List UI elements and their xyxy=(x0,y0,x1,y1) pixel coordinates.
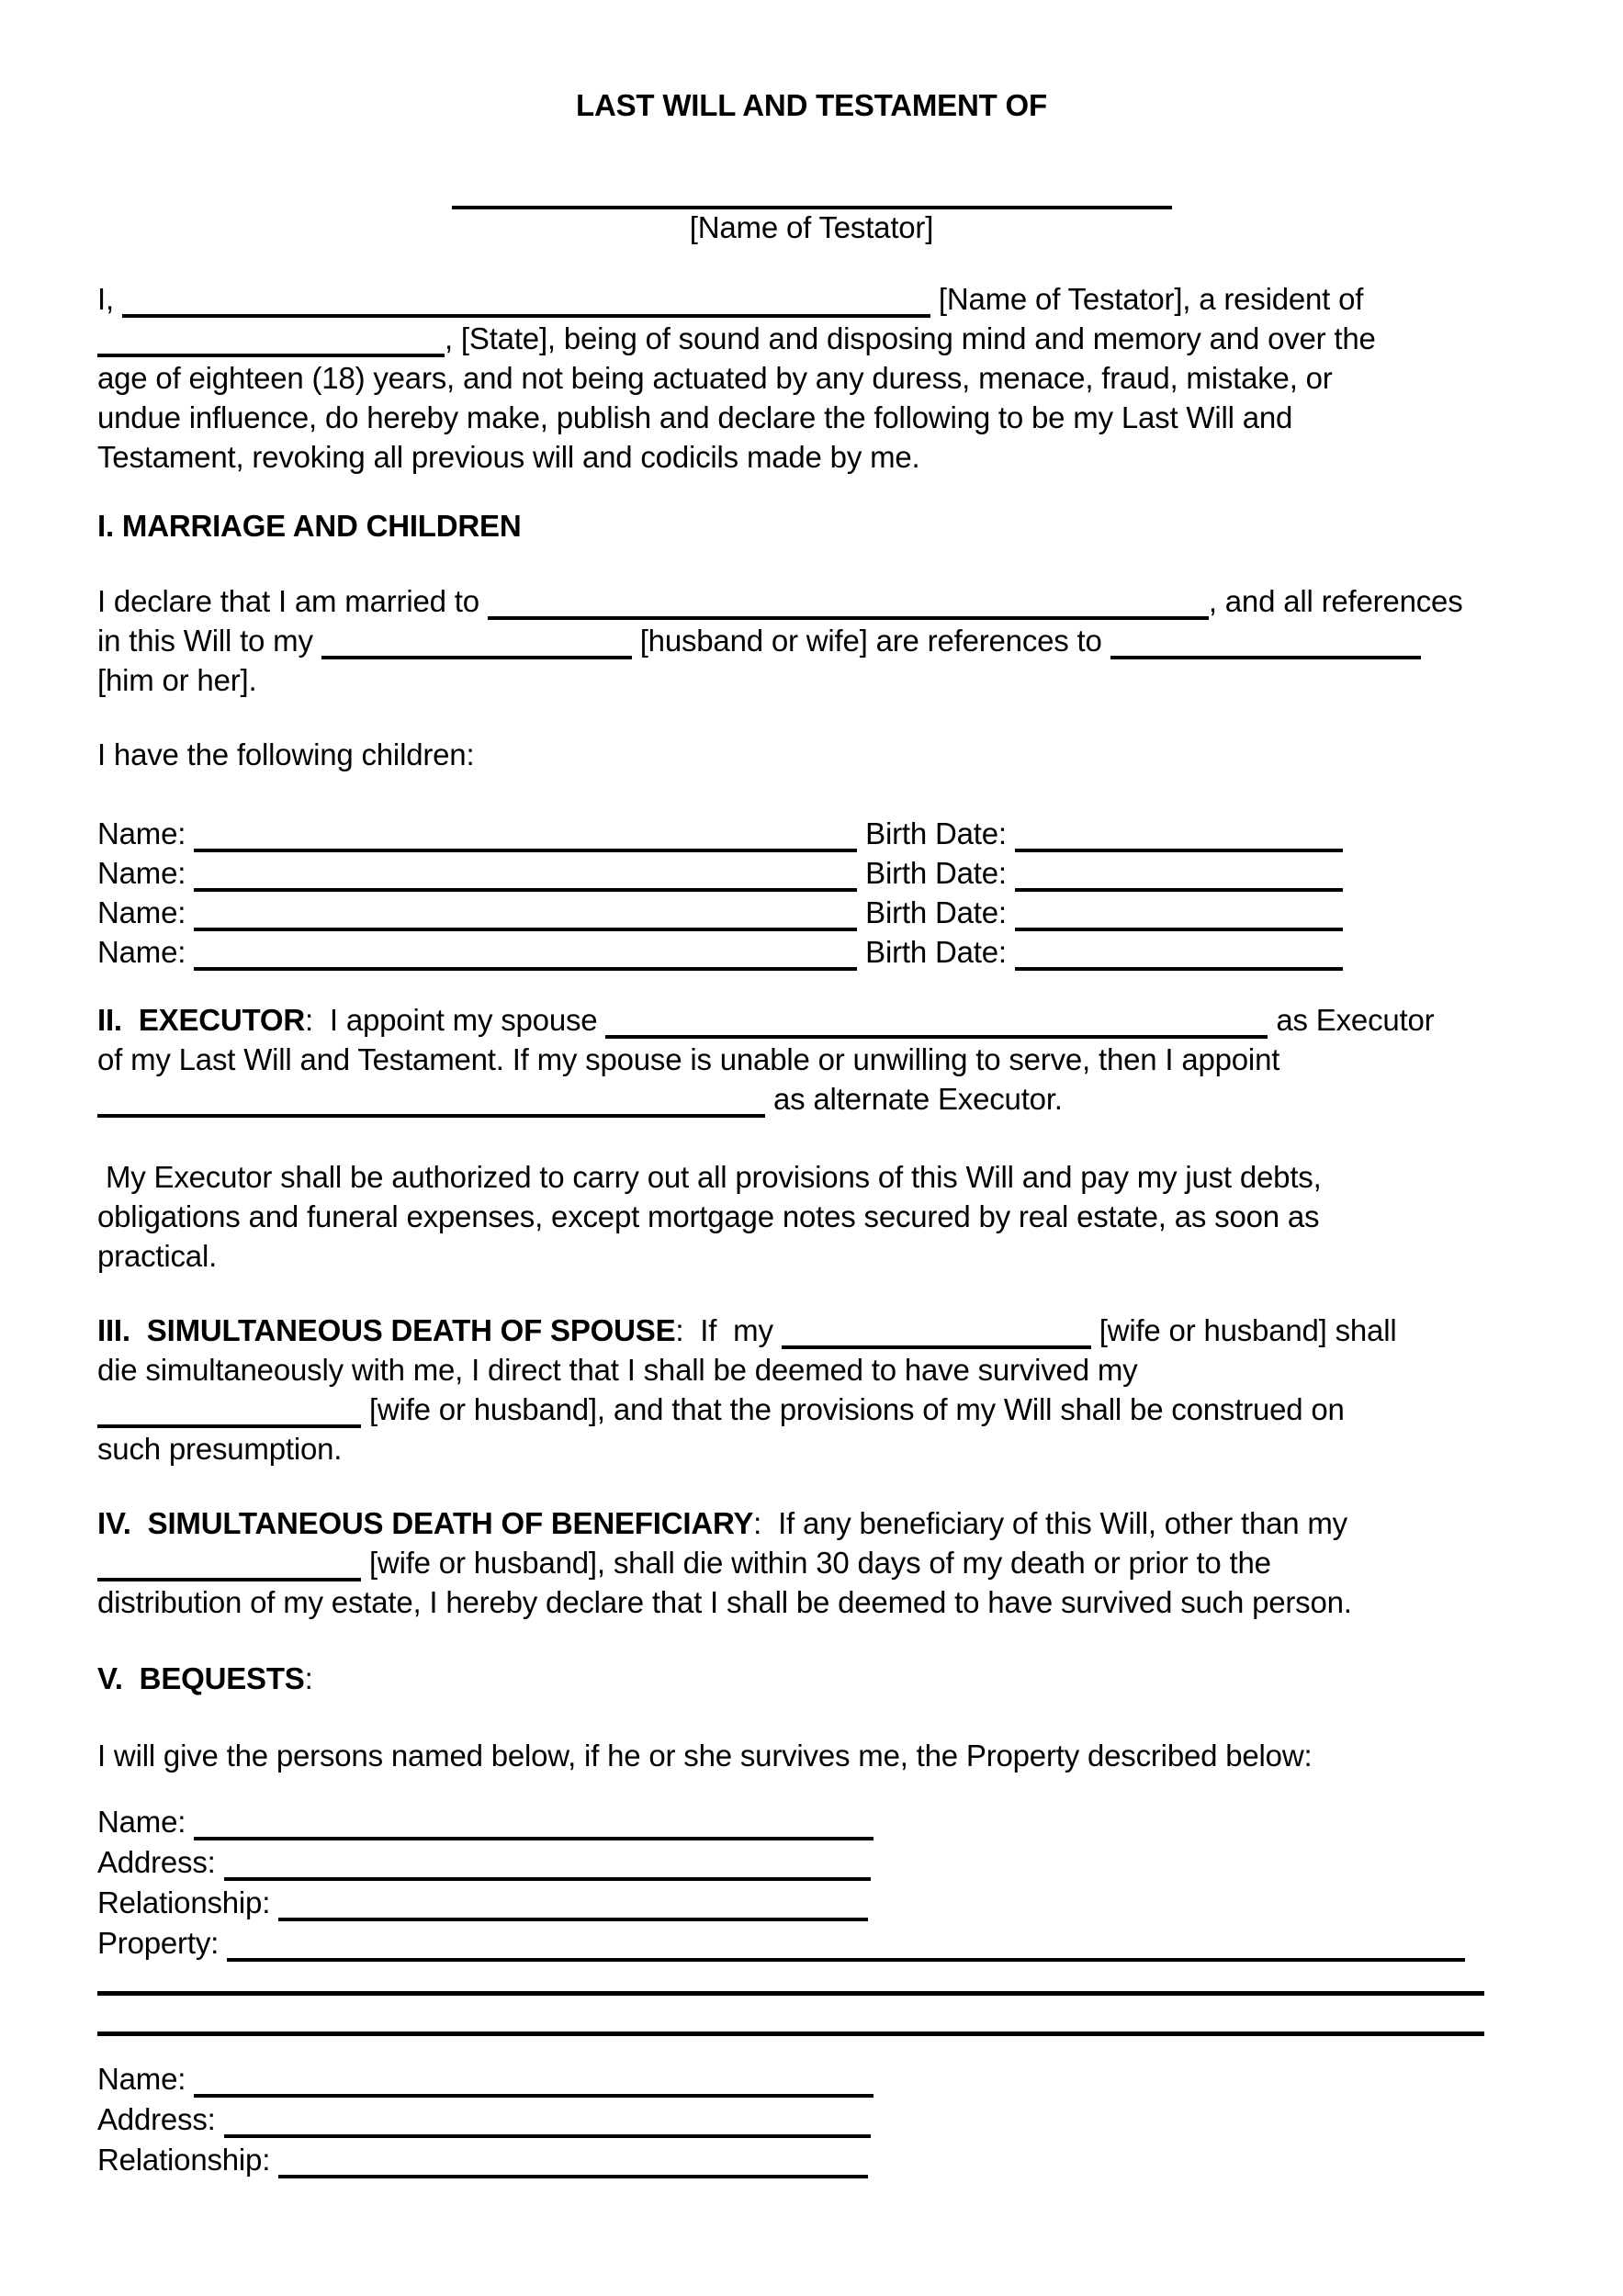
executor-line-1 xyxy=(97,1000,1434,1040)
child-birthdate-label: Birth Date: xyxy=(857,895,1015,929)
intro-l2-post: , [State], being of sound and disposing mind and memory and over the xyxy=(445,321,1376,355)
beneficiary-name-field xyxy=(194,1806,873,1840)
executor-paragraph xyxy=(97,1000,1434,1119)
section-heading-executor: II. EXECUTOR xyxy=(97,1003,305,1037)
intro-l1-pre: I, xyxy=(97,282,122,316)
marriage-line-3: [him or her]. xyxy=(97,663,257,697)
spouse-role-field xyxy=(321,625,632,659)
spouse-role-field xyxy=(97,1548,361,1581)
child-row-2 xyxy=(97,853,1343,893)
spouse-death-l3-post: [wife or husband], and that the provisions of my Will shall be construed on xyxy=(361,1392,1345,1426)
property-continuation-line-1 xyxy=(97,1991,1484,1996)
relationship-label: Relationship: xyxy=(97,2143,279,2177)
marriage-l2-mid: [husband or wife] are references to xyxy=(631,624,1110,658)
executor-l1-pre: : I appoint my spouse xyxy=(305,1003,606,1037)
section-heading-spouse-death: III. SIMULTANEOUS DEATH OF SPOUSE xyxy=(97,1313,676,1347)
child-birthdate-label: Birth Date: xyxy=(857,816,1015,850)
executor-line-3 xyxy=(97,1079,1434,1119)
bequest1-address-row xyxy=(97,1842,1465,1883)
beneficiary-relationship-field xyxy=(278,2144,868,2178)
marriage-line-1 xyxy=(97,581,1463,621)
children-list xyxy=(97,814,1343,972)
bequest2-name-row xyxy=(97,2059,873,2099)
section-heading-marriage: I. MARRIAGE AND CHILDREN xyxy=(97,509,522,543)
intro-paragraph xyxy=(97,279,1376,477)
spouse-death-paragraph xyxy=(97,1311,1396,1469)
child-name-label: Name: xyxy=(97,856,195,890)
beneficiary-property-field xyxy=(227,1928,1465,1962)
child-birthdate-label: Birth Date: xyxy=(857,935,1015,969)
child-name-field xyxy=(194,858,857,892)
beneficiary-death-l1-post: : If any beneficiary of this Will, other than my xyxy=(753,1506,1347,1540)
child-row-4 xyxy=(97,932,1343,972)
property-continuation-line-2 xyxy=(97,2032,1484,2036)
intro-line-5: Testament, revoking all previous will and codicils made by me. xyxy=(97,440,920,474)
auth-line-1: My Executor shall be authorized to carry out all provisions of this Will and pay my just debts, xyxy=(97,1160,1322,1194)
beneficiary-death-line-1 xyxy=(97,1503,1352,1543)
bequest2-address-row xyxy=(97,2099,873,2140)
beneficiary-death-line-2 xyxy=(97,1543,1352,1582)
auth-line-3: practical. xyxy=(97,1239,218,1273)
child-birthdate-field xyxy=(1015,818,1343,852)
intro-line-2 xyxy=(97,319,1376,358)
marriage-paragraph xyxy=(97,581,1463,700)
beneficiary-death-l2-post: [wife or husband], shall die within 30 days of my death or prior to the xyxy=(361,1546,1271,1580)
marriage-l2-pre: in this Will to my xyxy=(97,624,321,658)
child-row-3 xyxy=(97,893,1343,932)
executor-l3-post: as alternate Executor. xyxy=(765,1082,1063,1116)
children-intro-line: I have the following children: xyxy=(97,737,475,771)
bequest1-name-row xyxy=(97,1802,1465,1842)
marriage-line-2 xyxy=(97,621,1463,660)
spouse-death-line-4: such presumption. xyxy=(97,1432,343,1466)
intro-l1-post: [Name of Testator], a resident of xyxy=(930,282,1364,316)
marriage-l1-post: , and all references xyxy=(1208,584,1463,618)
child-birthdate-label: Birth Date: xyxy=(857,856,1015,890)
alternate-executor-field xyxy=(97,1084,765,1118)
auth-line-2: obligations and funeral expenses, except mortgage notes secured by real estate, as soon as xyxy=(97,1199,1320,1233)
bequest1-relationship-row xyxy=(97,1883,1465,1923)
testator-name-caption: [Name of Testator] xyxy=(689,210,934,244)
spouse-death-l1-post: [wife or husband] shall xyxy=(1090,1313,1397,1347)
spouse-death-l1-pre: : If my xyxy=(675,1313,782,1347)
bequest2-relationship-row xyxy=(97,2140,873,2180)
beneficiary-death-paragraph xyxy=(97,1503,1352,1622)
name-label: Name: xyxy=(97,2062,195,2096)
spouse-role-field xyxy=(97,1394,361,1428)
child-birthdate-field xyxy=(1015,937,1343,971)
child-name-field xyxy=(194,937,857,971)
spouse-death-line-3 xyxy=(97,1390,1396,1429)
intro-line-1 xyxy=(97,279,1376,319)
child-name-field xyxy=(194,818,857,852)
relationship-label: Relationship: xyxy=(97,1885,279,1919)
child-name-label: Name: xyxy=(97,816,195,850)
bequest-entry-1 xyxy=(97,1802,1465,1964)
intro-line-3: age of eighteen (18) years, and not being actuated by any duress, menace, fraud, mistake, or xyxy=(97,361,1333,395)
beneficiary-address-field xyxy=(224,2104,871,2138)
executor-line-2: of my Last Will and Testament. If my spouse is unable or unwilling to serve, then I appoint xyxy=(97,1042,1280,1076)
intro-line-4: undue influence, do hereby make, publish and declare the following to be my Last Will and xyxy=(97,400,1293,434)
marriage-l1-pre: I declare that I am married to xyxy=(97,584,488,618)
section-heading-bequests xyxy=(97,1659,313,1698)
beneficiary-death-line-3: distribution of my estate, I hereby declare that I shall be deemed to have survived such person. xyxy=(97,1585,1352,1619)
child-name-label: Name: xyxy=(97,935,195,969)
document-title: LAST WILL AND TESTAMENT OF xyxy=(576,88,1047,122)
beneficiary-name-field xyxy=(194,2064,873,2098)
bequests-give-line: I will give the persons named below, if he or she survives me, the Property described below: xyxy=(97,1739,1313,1773)
executor-name-field xyxy=(605,1005,1268,1039)
bequests-heading-text: V. BEQUESTS xyxy=(97,1661,305,1695)
executor-l1-post: as Executor xyxy=(1268,1003,1435,1037)
name-label: Name: xyxy=(97,1805,195,1839)
bequests-heading-colon: : xyxy=(304,1661,313,1695)
bequest1-property-row xyxy=(97,1923,1465,1964)
state-field xyxy=(97,323,445,357)
child-row-1 xyxy=(97,814,1343,853)
address-label: Address: xyxy=(97,2102,224,2136)
property-label: Property: xyxy=(97,1926,228,1960)
beneficiary-address-field xyxy=(224,1847,871,1881)
child-birthdate-field xyxy=(1015,897,1343,931)
executor-authorization-paragraph xyxy=(97,1157,1322,1276)
child-name-label: Name: xyxy=(97,895,195,929)
bequest-entry-2 xyxy=(97,2059,873,2180)
spouse-death-line-2: die simultaneously with me, I direct that I shall be deemed to have survived my xyxy=(97,1353,1138,1387)
spouse-reference-field xyxy=(1110,625,1421,659)
section-heading-beneficiary-death: IV. SIMULTANEOUS DEATH OF BENEFICIARY xyxy=(97,1506,754,1540)
child-birthdate-field xyxy=(1015,858,1343,892)
spouse-death-line-1 xyxy=(97,1311,1396,1350)
address-label: Address: xyxy=(97,1845,224,1879)
spouse-name-field xyxy=(488,586,1209,620)
testator-name-field xyxy=(122,284,930,318)
child-name-field xyxy=(194,897,857,931)
beneficiary-relationship-field xyxy=(278,1887,868,1921)
spouse-role-field xyxy=(782,1315,1091,1349)
